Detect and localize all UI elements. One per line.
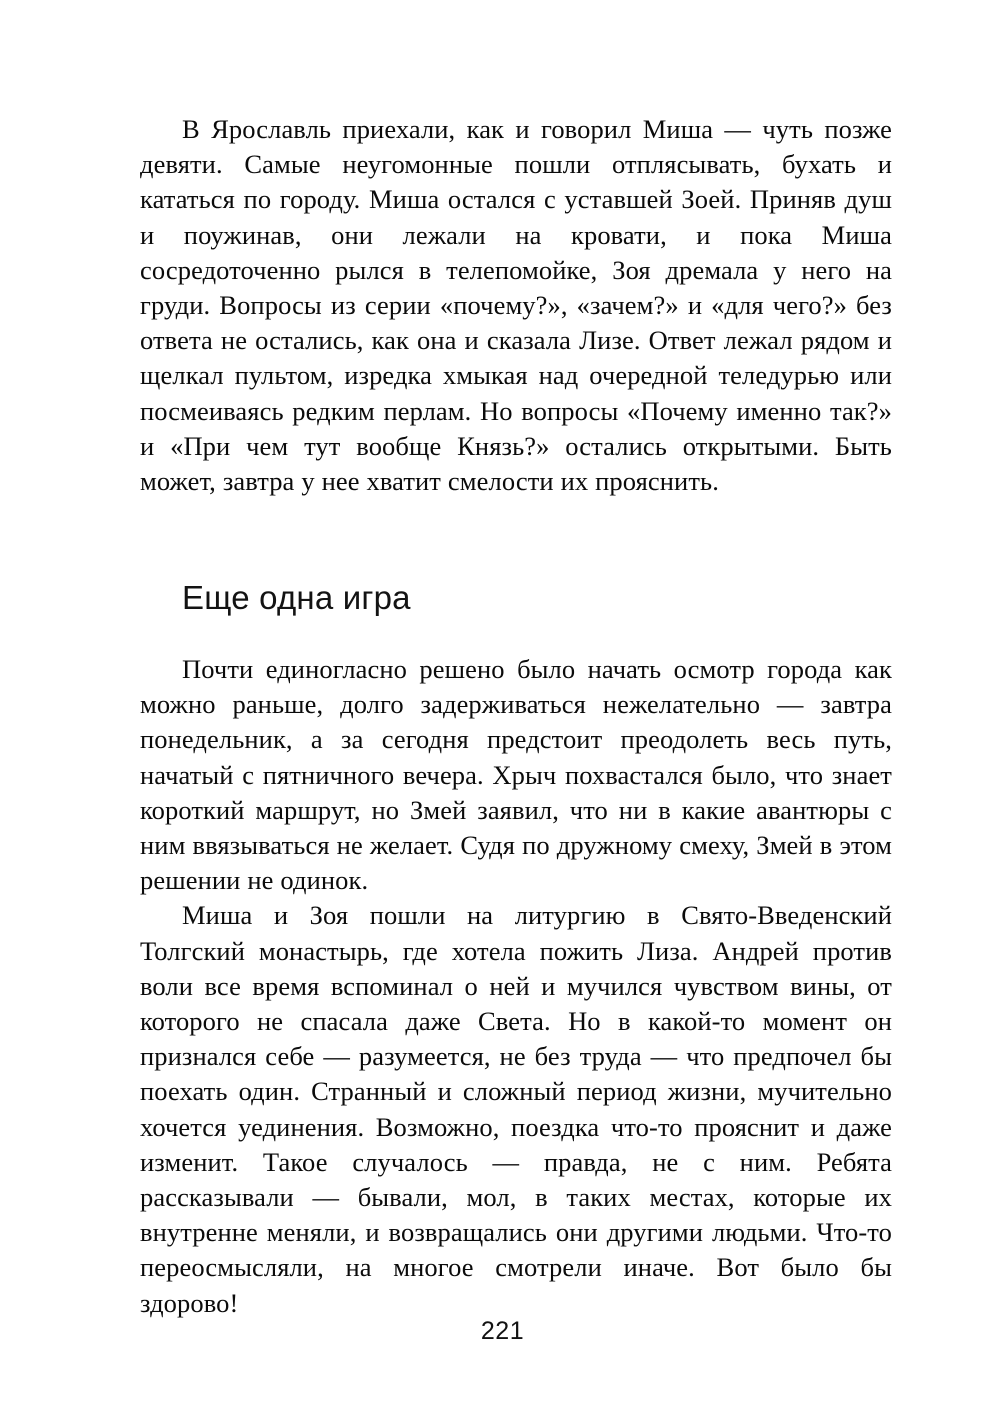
paragraph-section-1: Почти единогласно решено было начать осмотр города как можно раньше, долго задерживаться нежелательно — завтра понедельник, а за сегодня предстоит преодолеть весь путь, начатый с пятничного вечера. Хрыч похвастался было, что знает короткий маршрут, но Змей заявил, что ни в какие авантюры с ним ввязываться не желает. Судя по дружному смеху, Змей в этом решении не одинок.	[140, 654, 892, 896]
paragraph-section-2: Миша и Зоя пошли на литургию в Свято-Введенский Толгский монастырь, где хотела пожить Лиза. Андрей против воли все время вспоминал о ней и мучился чувством вины, от которого не спасала даже Света. Но в какой-то момент он признался себе — разумеется, не без труда — что предпочел бы поехать один. Странный и сложный период жизни, мучительно хочется уединения. Возможно, поездка что-то прояснит и даже изменит. Такое случалось — правда, не с ним. Ребята рассказывали — бывали, мол, в таких местах, которые их внутренне меняли, и возвращались они другими людьми. Что-то переосмысляли, на многое смотрели иначе. Вот было бы здорово!	[140, 900, 892, 1318]
page-number: 221	[480, 1317, 525, 1345]
section-text-block	[140, 652, 892, 1321]
section-heading: Еще одна игра	[182, 579, 411, 616]
paragraph-intro: В Ярославль приехали, как и говорил Миша — чуть позже девяти. Самые неугомонные пошли отплясывать, бухать и кататься по городу. Миша остался с уставшей Зоей. Приняв душ и поужинав, они лежали на кровати, и пока Миша сосредоточенно рылся в телепомойке, Зоя дремала у него на груди. Вопросы из серии «почему?», «зачем?» и «для чего?» без ответа не остались, как она и сказала Лизе. Ответ лежал рядом и щелкал пультом, изредка хмыкая над очередной теледурью или посмеиваясь редким перлам. Но вопросы «Почему именно так?» и «При чем тут вообще Князь?» остались открытыми. Быть может, завтра у нее хватит смелости их прояснить.	[140, 114, 892, 497]
section-heading-wrapper	[182, 578, 411, 618]
top-text-block	[140, 112, 892, 499]
